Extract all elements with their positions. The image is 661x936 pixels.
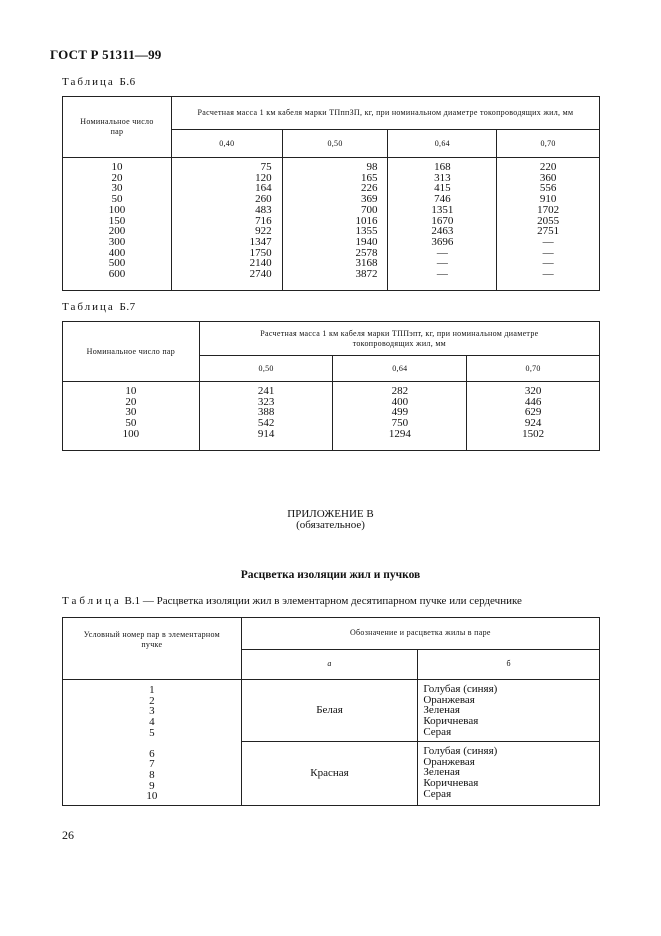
table-b7-cell: 446 [524, 395, 542, 408]
table-v1-color-b-item: Голубая (синяя) [423, 745, 498, 758]
table-b6-cell: 168 [434, 161, 451, 173]
table-b6-cell: — [436, 246, 448, 259]
table-b6-cell: 1750 [249, 246, 272, 259]
table-b7-cell: 388 [257, 406, 275, 419]
table-b6-cell: 75 [260, 161, 272, 173]
document-code: ГОСТ Р 51311—99 [50, 47, 162, 62]
page-number: 26 [62, 828, 74, 842]
table-b7-cell: 100 [122, 427, 140, 440]
table-b6-cell: 600 [108, 268, 126, 281]
table-v1-pair-number: 10 [146, 790, 158, 803]
table-b6-diameter-header: 0,70 [497, 130, 600, 158]
table-v1-color-b-item: Оранжевая [423, 755, 475, 768]
table-b7 [62, 321, 600, 451]
table-b7-diameter-header: 0,64 [333, 356, 467, 382]
table-b7-values-column [333, 382, 467, 451]
table-b6-cell: — [436, 257, 448, 270]
table-b6-values-column [282, 158, 388, 291]
table-b7-diameter-header: 0,50 [199, 356, 333, 382]
table-v1 [62, 617, 600, 806]
table-b6-cell: 1670 [431, 214, 454, 227]
table-b6-cell: 415 [434, 182, 451, 195]
table-b6-cell: 500 [108, 257, 126, 270]
table-b7-cell: 320 [524, 385, 542, 397]
table-v1-pair-number: 2 [149, 694, 155, 707]
table-v1-color-a: Белая [241, 680, 418, 742]
table-b7-mass-header: Расчетная масса 1 км кабеля марки ТППэпт, кг, при номинальном диаметре токопроводящих жил, мм [199, 322, 599, 356]
table-v1-pair-number: 4 [149, 716, 155, 729]
table-b7-cell: 1502 [522, 427, 545, 440]
table-b6-cell: 700 [360, 203, 378, 216]
table-b6-values-column [388, 158, 497, 291]
table-b6-cell: 50 [111, 193, 123, 206]
table-b7-caption-word: Таблица [62, 301, 115, 313]
table-v1-color-a: Красная [241, 742, 418, 806]
table-v1-color-b-item: Серая [423, 787, 452, 800]
table-b6-cell: 3872 [355, 268, 378, 281]
table-v1-pairs-header: Условный номер пар в элементарном пучке [63, 618, 242, 680]
table-b6-mass-header: Расчетная масса 1 км кабеля марки ТПппЗП, кг, при номинальном диаметре токопроводящих жил, мм [171, 97, 599, 130]
table-b7-cell: 323 [257, 395, 275, 408]
table-b7-pairs-header: Номинальное число пар [63, 322, 200, 382]
table-b7-cell: 241 [257, 385, 275, 397]
table-b6-cell: 3168 [355, 257, 378, 270]
table-b6-diameter-header: 0,50 [282, 130, 388, 158]
table-v1-pair-number: 5 [149, 726, 155, 739]
table-b6-cell: 1940 [355, 235, 378, 248]
table-b7-cell: 30 [125, 406, 137, 419]
table-b7-cell: 499 [391, 406, 409, 419]
table-b6-cell: 910 [539, 193, 557, 206]
table-b7-cell: 542 [257, 417, 275, 430]
table-b6-cell: 100 [108, 203, 126, 216]
table-b6-cell: 2140 [249, 257, 272, 270]
table-b6-cell: 120 [255, 171, 272, 184]
table-b7-pairs-column [63, 382, 200, 451]
table-b6-cell: 716 [255, 214, 272, 227]
table-v1-pair-number: 9 [149, 779, 155, 792]
table-b6-values-column [171, 158, 282, 291]
table-b7-caption-num: Б.7 [119, 301, 136, 313]
table-b6-cell: 922 [255, 225, 272, 238]
table-v1-pair-number: 8 [149, 768, 155, 781]
table-b6-cell: 30 [111, 182, 123, 195]
table-b6-caption [62, 76, 136, 88]
table-v1-caption [62, 595, 522, 607]
table-b6-cell: — [436, 268, 448, 281]
table-b6-cell: 200 [108, 225, 126, 238]
table-v1-pair-number: 3 [149, 705, 155, 718]
table-b7-cell: 1294 [388, 427, 411, 440]
table-b6-cell: — [542, 246, 554, 259]
table-b6-cell: 3696 [431, 235, 454, 248]
table-v1-color-b-item: Зеленая [423, 766, 460, 779]
table-v1-color-b-item: Голубая (синяя) [423, 683, 498, 695]
table-v1-color-b-item: Оранжевая [423, 693, 475, 706]
table-b6-cell: 369 [360, 193, 378, 206]
table-v1-colors-b [418, 742, 600, 806]
table-b6-cell: 400 [108, 246, 126, 259]
table-b6-cell: 165 [360, 171, 378, 184]
table-v1-caption-word: Таблица [62, 595, 122, 607]
table-b6-cell: 556 [539, 182, 557, 195]
table-b6-cell: 313 [434, 171, 451, 184]
table-b7-cell: 914 [257, 427, 275, 440]
table-b6-cell: 1355 [355, 225, 378, 238]
table-v1-color-b-item: Зеленая [423, 704, 460, 717]
table-b7-caption [62, 301, 136, 313]
table-v1-color-b-item: Серая [423, 725, 452, 738]
table-b6-cell: 483 [255, 203, 272, 216]
table-b6-cell: — [542, 257, 554, 270]
table-b7-cell: 629 [524, 406, 542, 419]
table-v1-pairs-cell [63, 680, 242, 742]
appendix-subtitle: (обязательное) [296, 519, 365, 531]
table-b6-cell: 1016 [355, 214, 378, 227]
table-v1-pair-number: 7 [149, 758, 155, 771]
table-b6-values-column [497, 158, 600, 291]
table-b7-cell: 20 [125, 395, 137, 408]
table-b7-cell: 10 [125, 385, 137, 397]
table-b6-cell: 2751 [537, 225, 560, 238]
table-b6-cell: 226 [360, 182, 378, 195]
table-v1-sub-b: б [418, 649, 600, 679]
table-v1-group-row [63, 742, 600, 806]
table-b6-cell: 2578 [355, 246, 378, 259]
section-title: Расцветка изоляции жил и пучков [240, 569, 421, 581]
table-b6-cell: 300 [108, 235, 126, 248]
table-b6-cell: 2055 [537, 214, 560, 227]
table-b7-cell: 50 [125, 417, 137, 430]
table-v1-pair-number: 1 [149, 684, 155, 696]
table-b7-values-column [467, 382, 600, 451]
table-b6-cell: — [542, 235, 554, 248]
table-b6-cell: 360 [539, 171, 557, 184]
appendix-title: ПРИЛОЖЕНИЕ В [287, 508, 374, 520]
table-b6-cell: 746 [434, 193, 451, 206]
table-b7-cell: 924 [524, 417, 542, 430]
table-b6-pairs-header: Номинальное число пар [63, 97, 172, 158]
table-b6-diameter-header: 0,64 [388, 130, 497, 158]
table-b7-cell: 282 [391, 385, 409, 397]
table-b6-pairs-column [63, 158, 172, 291]
table-b6-cell: 1351 [431, 203, 454, 216]
table-b7-values-column [199, 382, 333, 451]
table-b6-cell: 2740 [249, 268, 272, 281]
table-b6-cell: 1347 [249, 235, 272, 248]
table-b6-cell: 20 [111, 171, 123, 184]
table-b7-diameter-header: 0,70 [467, 356, 600, 382]
table-b6-cell: 98 [366, 161, 378, 173]
table-v1-color-b-item: Коричневая [423, 777, 479, 790]
table-b6-caption-num: Б.6 [119, 76, 136, 88]
table-b6 [62, 96, 600, 291]
table-b6-cell: 260 [255, 193, 272, 206]
table-v1-pair-number: 6 [149, 747, 155, 760]
table-b6-cell: 1702 [537, 203, 560, 216]
table-b6-cell: — [542, 268, 554, 281]
table-b6-cell: 220 [539, 161, 557, 173]
table-b6-diameter-header: 0,40 [171, 130, 282, 158]
table-b6-caption-word: Таблица [62, 76, 115, 88]
table-b6-cell: 150 [108, 214, 126, 227]
table-b6-cell: 164 [255, 182, 272, 195]
table-v1-colors-b [418, 680, 600, 742]
table-b6-cell: 10 [111, 161, 123, 173]
table-v1-caption-num: В.1 [124, 595, 141, 607]
table-v1-color-b-item: Коричневая [423, 715, 479, 728]
table-v1-caption-text: — Расцветка изоляции жил в элементарном десятипарном пучке или сердечнике [142, 595, 522, 607]
table-b7-cell: 750 [391, 417, 409, 430]
table-b6-cell: 2463 [431, 225, 454, 238]
table-v1-colors-header: Обозначение и расцветка жилы в паре [241, 618, 599, 650]
table-v1-pairs-cell [63, 742, 242, 806]
table-v1-sub-a: а [241, 649, 418, 679]
table-b7-cell: 400 [391, 395, 409, 408]
table-v1-group-row [63, 680, 600, 742]
